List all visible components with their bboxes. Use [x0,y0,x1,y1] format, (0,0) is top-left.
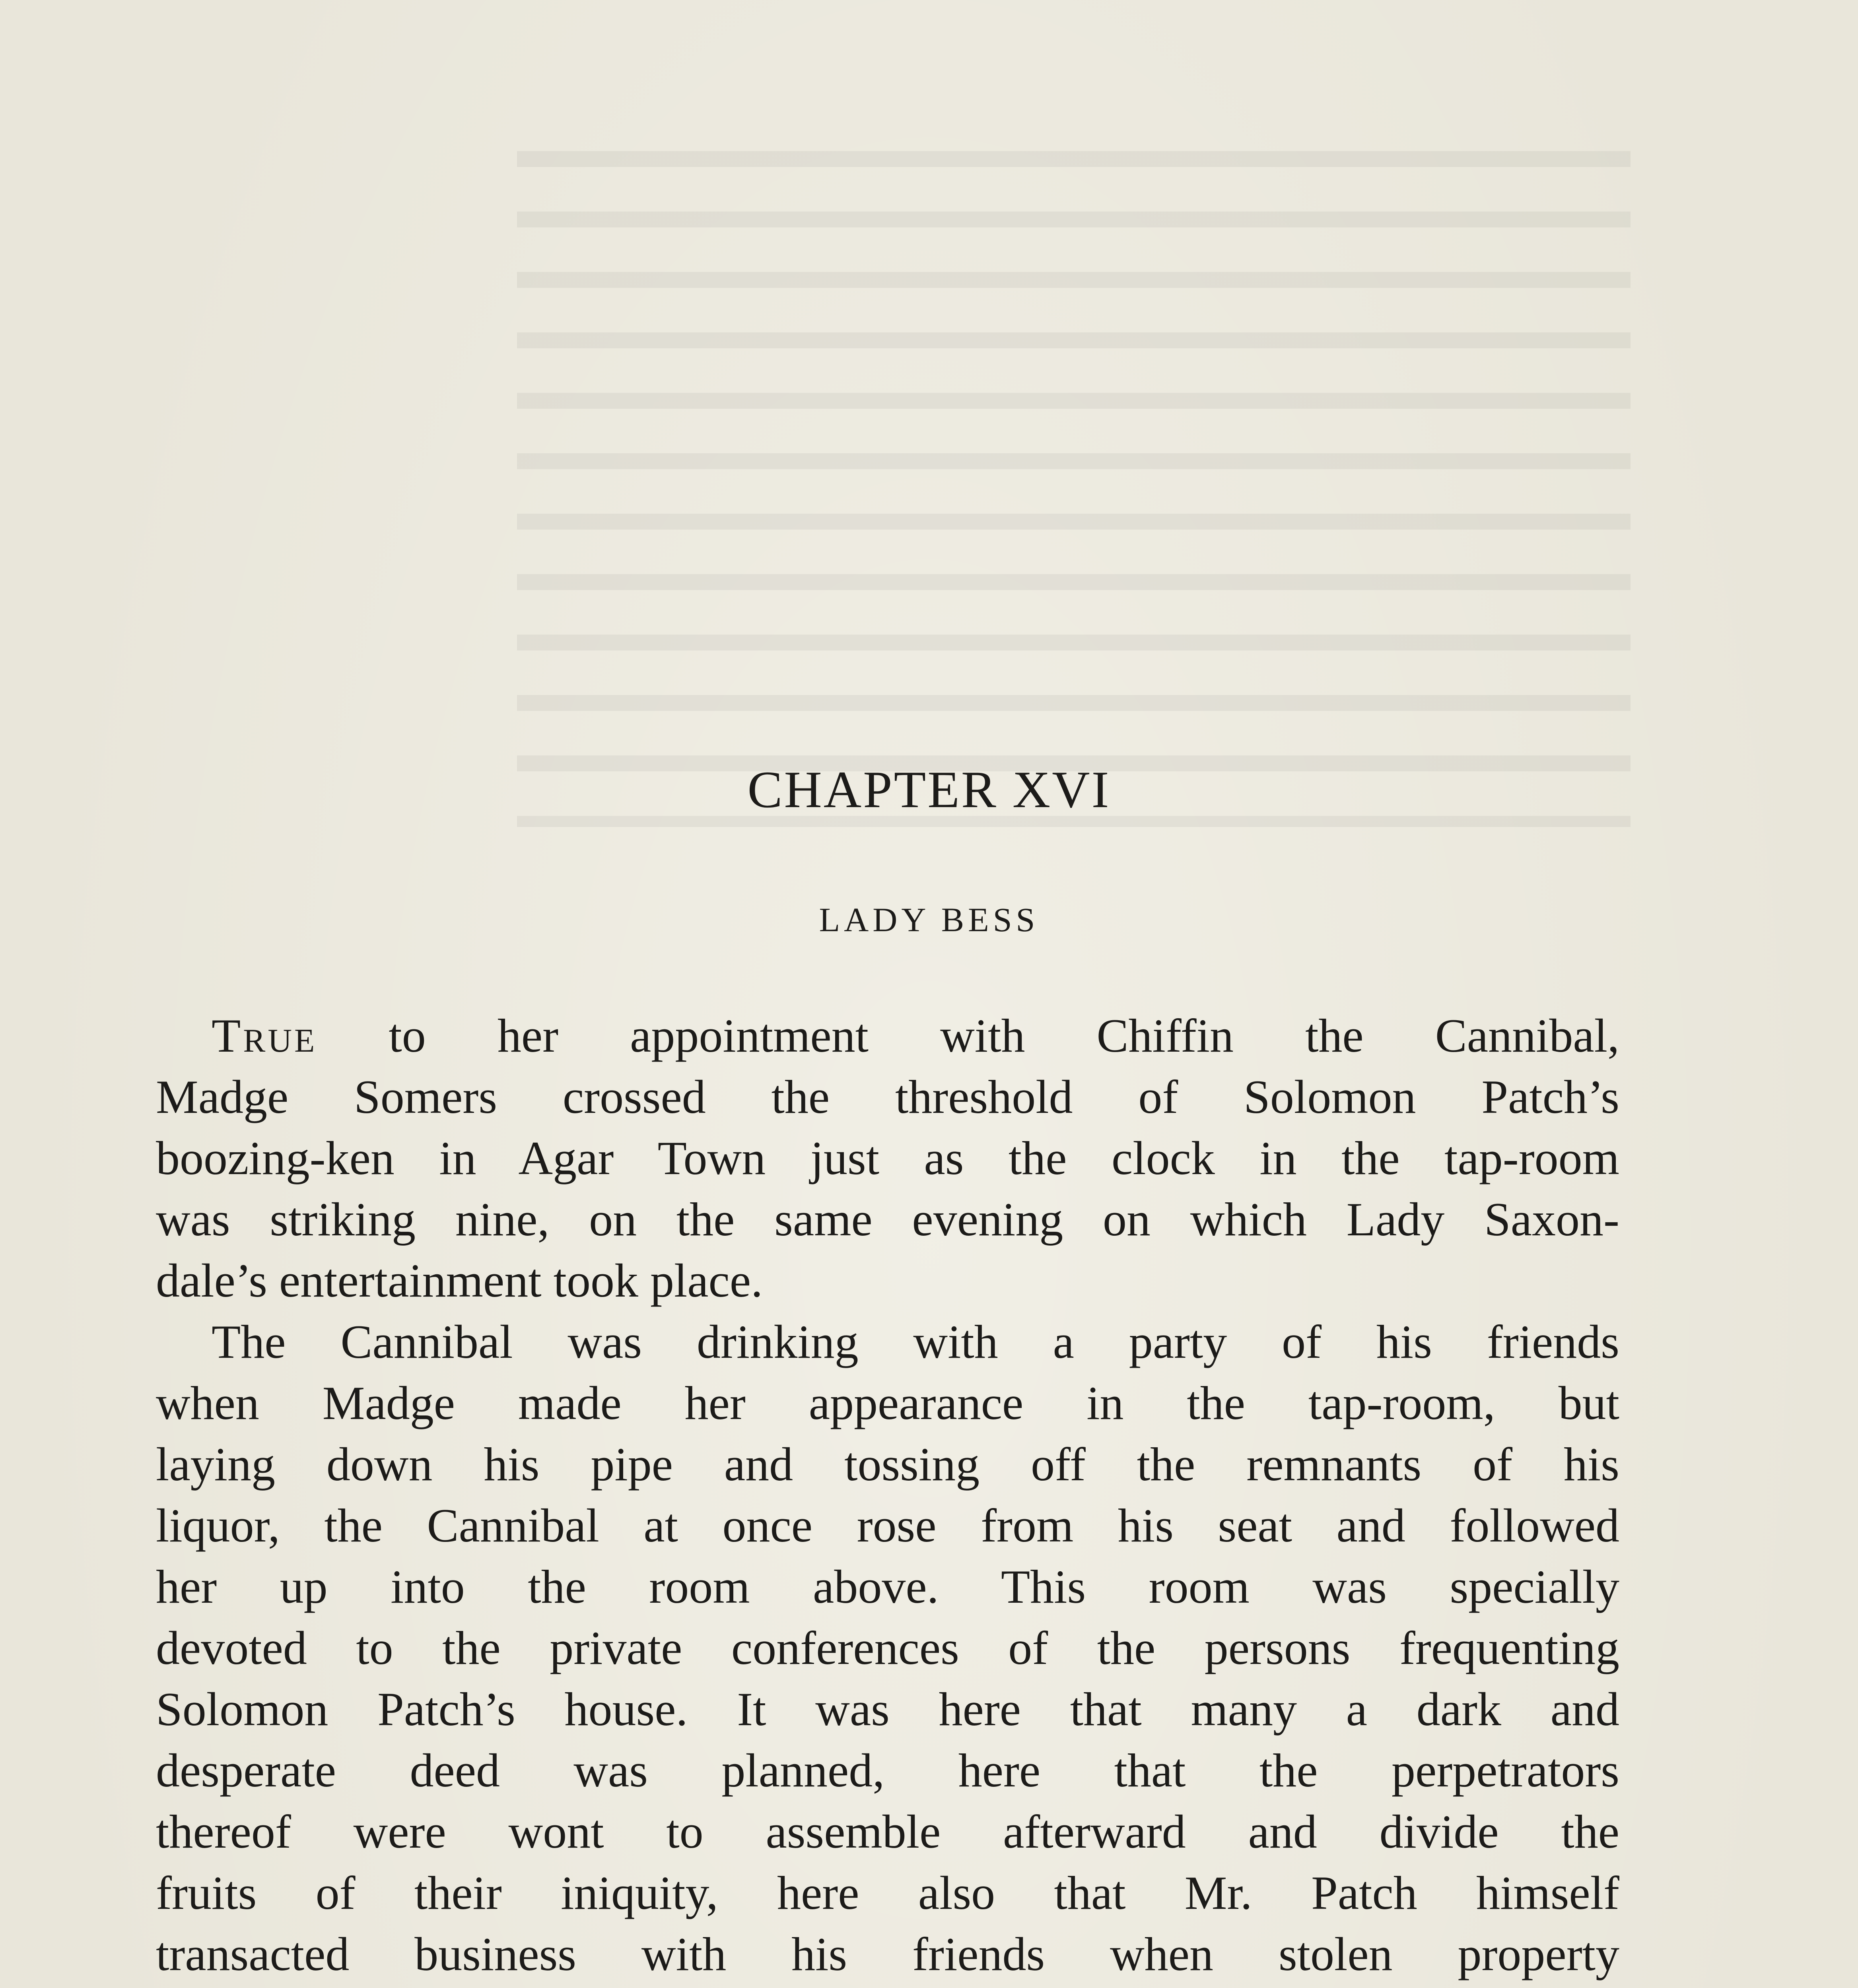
chapter-title: CHAPTER XVI [747,760,1111,819]
text-line: her up into the room above. This room was specially [156,1560,1619,1613]
text-line: when Madge made her appearance in the tap-room, but [156,1376,1619,1429]
text-line: The Cannibal was drinking with a party of his friends [212,1315,1619,1368]
text-line: transacted business with his friends when stolen property [156,1928,1619,1980]
lead-word: True [212,1009,317,1062]
text-line: dale’s entertainment took place. [156,1254,763,1307]
text-line [156,1005,1619,1066]
body-text [156,1005,1619,1988]
text-line: liquor, the Cannibal at once rose from his seat and followed [156,1499,1619,1552]
chapter-subtitle: LADY BESS [819,901,1039,939]
text-line [156,1985,1619,1988]
text-line: desperate deed was planned, here that the perpetrators [156,1744,1619,1797]
first-line-text: to her appointment with Chiffin the Cannibal, [389,1009,1619,1062]
text-line: boozing-ken in Agar Town just as the clock in the tap-room [156,1132,1619,1184]
show-through-text [517,151,1631,827]
text-line: was striking nine, on the same evening on which Lady Saxon- [156,1193,1619,1246]
text-line: laying down his pipe and tossing off the remnants of his [156,1438,1619,1491]
text-line: Solomon Patch’s house. It was here that many a dark and [156,1683,1619,1736]
text-line: devoted to the private conferences of the persons frequenting [156,1621,1619,1674]
text-line: thereof were wont to assemble afterward and divide the [156,1805,1619,1858]
text-line: fruits of their iniquity, here also that Mr. Patch himself [156,1866,1619,1919]
text-line: Madge Somers crossed the threshold of Solomon Patch’s [156,1070,1619,1123]
